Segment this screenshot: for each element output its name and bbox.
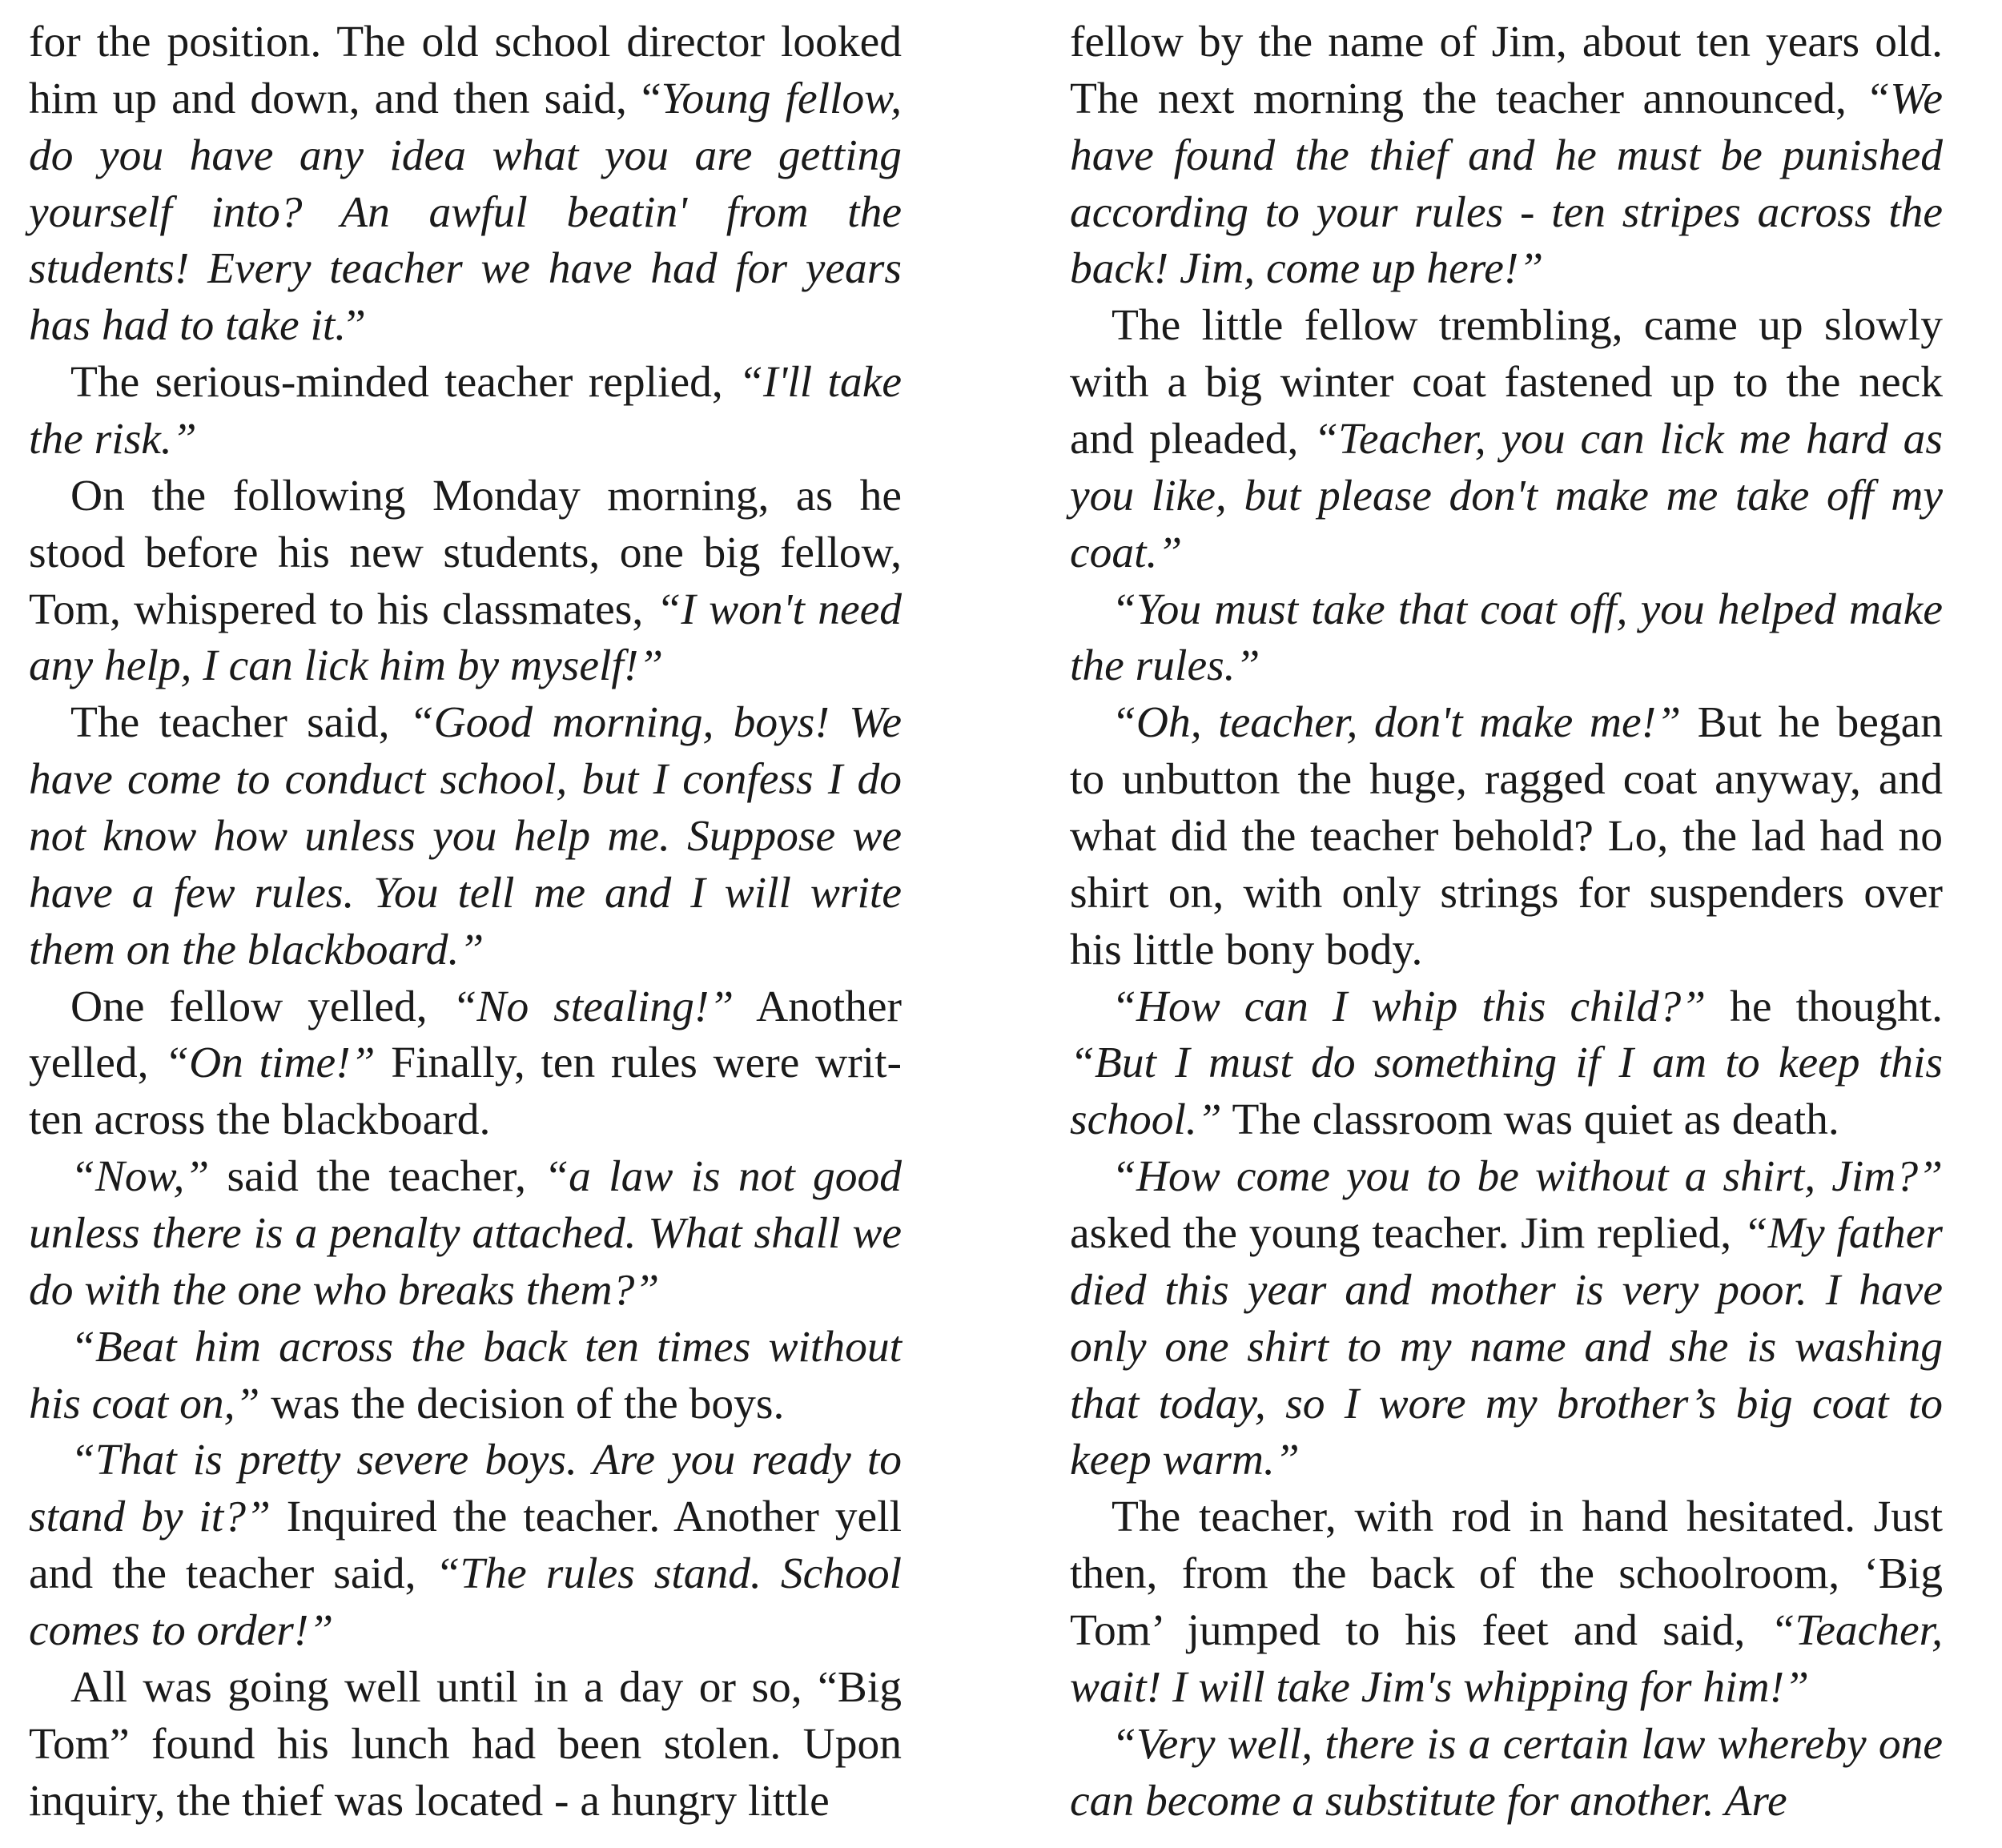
text-segment-italic: “Teacher, wait! I will take Jim's whipping for him!” (1070, 1606, 1943, 1712)
text-segment: One fellow yelled, (70, 982, 452, 1031)
text-segment: asked the young teacher. Jim replied, (1070, 1209, 1743, 1259)
text-segment: The teacher, with rod in hand hesitated. Just then, from the back of the schoolroom, ‘Big Tom’ jumped to his feet and said, (1070, 1492, 1943, 1656)
text-segment: he thought. (1706, 982, 1943, 1031)
paragraph (29, 1320, 902, 1433)
text-segment: for the position. The old school director looked him up and down, and then said, “ (29, 18, 902, 123)
text-segment-italic: “How can I whip this child?” (1112, 982, 1707, 1031)
text-segment-italic: “Beat him across the back ten times without his coat on,” (29, 1322, 902, 1428)
paragraph (29, 979, 902, 1150)
text-segment: fellow by the name of Jim, about ten years old. The next morning the teacher announced, (1070, 18, 1943, 123)
text-segment-italic: “That is pretty severe boys. Are you ready to stand by it?” (29, 1436, 902, 1542)
text-segment-italic: “You must take that coat off, you helped make the rules.” (1070, 585, 1943, 691)
paragraph (1070, 1717, 1943, 1830)
text-segment: The serious-minded teacher replied, (70, 358, 739, 408)
text-segment-italic: “The rules stand. School comes to order!” (29, 1549, 902, 1656)
right-column (1070, 14, 1943, 1830)
text-segment-italic: Young fellow, do you have any idea what you are getting yourself into? An awful beatin' from the students! Every teacher we have had for years has had to take it. (29, 74, 902, 351)
text-segment: The teacher said, (70, 698, 409, 748)
text-segment-italic: “Good morning, boys! We have come to conduct school, but I confess I do not know how unless you help me. Suppose we have a few rules. You tell me and I will write them on the blackboard.” (29, 698, 902, 974)
text-segment-italic: “On time!” (164, 1038, 376, 1088)
text-segment-italic: “Oh, teacher, don't make me!” (1112, 698, 1681, 748)
paragraph (29, 1432, 902, 1659)
paragraph (1070, 695, 1943, 978)
text-segment-italic: “We have found the thief and he must be punished according to your rules - ten stripes across the back! Jim, come up here!” (1070, 74, 1943, 294)
text-segment: The little fellow trembling, came up slowly with a big winter coat fastened up to the neck and pleaded, (1070, 301, 1943, 464)
paragraph (29, 1149, 902, 1320)
text-segment-italic: “I'll take the risk.” (29, 358, 902, 464)
paragraph (29, 1660, 902, 1830)
paragraph (29, 468, 902, 695)
text-segment: ” (346, 301, 366, 351)
text-segment: Inquired the teacher. Another yell and the teacher said, (29, 1492, 902, 1599)
text-segment: All was going well until in a day or so, “Big Tom” found his lunch had been stolen. Upon inquiry, the thief was located - a hungry little (29, 1662, 902, 1826)
paragraph (1070, 1149, 1943, 1489)
text-segment-italic: “No stealing!” (452, 982, 734, 1031)
left-column (29, 14, 902, 1830)
text-segment: On the following Monday morning, as he stood before his new students, one big fellow, Tom, whispered to his classmates, (29, 471, 902, 634)
text-segment-italic: “Very well, there is a certain law whereby one can become a substitute for another. Are (1070, 1719, 1943, 1826)
text-segment-italic: “Teacher, you can lick me hard as you like, but please don't make me take off my coat.” (1070, 415, 1943, 577)
text-segment-italic: “My father died this year and mother is very poor. I have only one shirt to my name and she is washing that today, so I wore my brother’s big coat to keep warm.” (1070, 1209, 1943, 1485)
text-segment-italic: “I won't need any help, I can lick him by myself!” (29, 585, 902, 691)
text-segment: Finally, ten rules were written across the blackboard. (29, 1038, 902, 1145)
text-segment-italic: “How come you to be without a shirt, Jim?” (1112, 1152, 1943, 1202)
text-segment-italic: “a law is not good unless there is a penalty attached. What shall we do with the one who breaks them?” (29, 1152, 902, 1315)
text-segment: The classroom was quiet as death. (1221, 1095, 1839, 1145)
text-segment: was the decision of the boys. (259, 1379, 785, 1428)
paragraph (1070, 298, 1943, 581)
paragraph (1070, 582, 1943, 696)
text-segment-italic: “But I must do something if I am to keep this school.” (1070, 1038, 1943, 1145)
text-segment: said the teacher, (209, 1152, 545, 1202)
paragraph (1070, 1489, 1943, 1716)
paragraph (1070, 14, 1943, 298)
text-segment: But he began to unbutton the huge, ragged coat anyway, and what did the teacher behold? Lo, the lad had no shirt on, with only strings for suspenders over his little bony body. (1070, 698, 1943, 974)
text-segment: Another yelled, (29, 982, 902, 1088)
paragraph (29, 14, 902, 355)
paragraph (29, 695, 902, 978)
text-segment-italic: “Now,” (70, 1152, 210, 1202)
paragraph (1070, 979, 1943, 1150)
paragraph (29, 355, 902, 468)
